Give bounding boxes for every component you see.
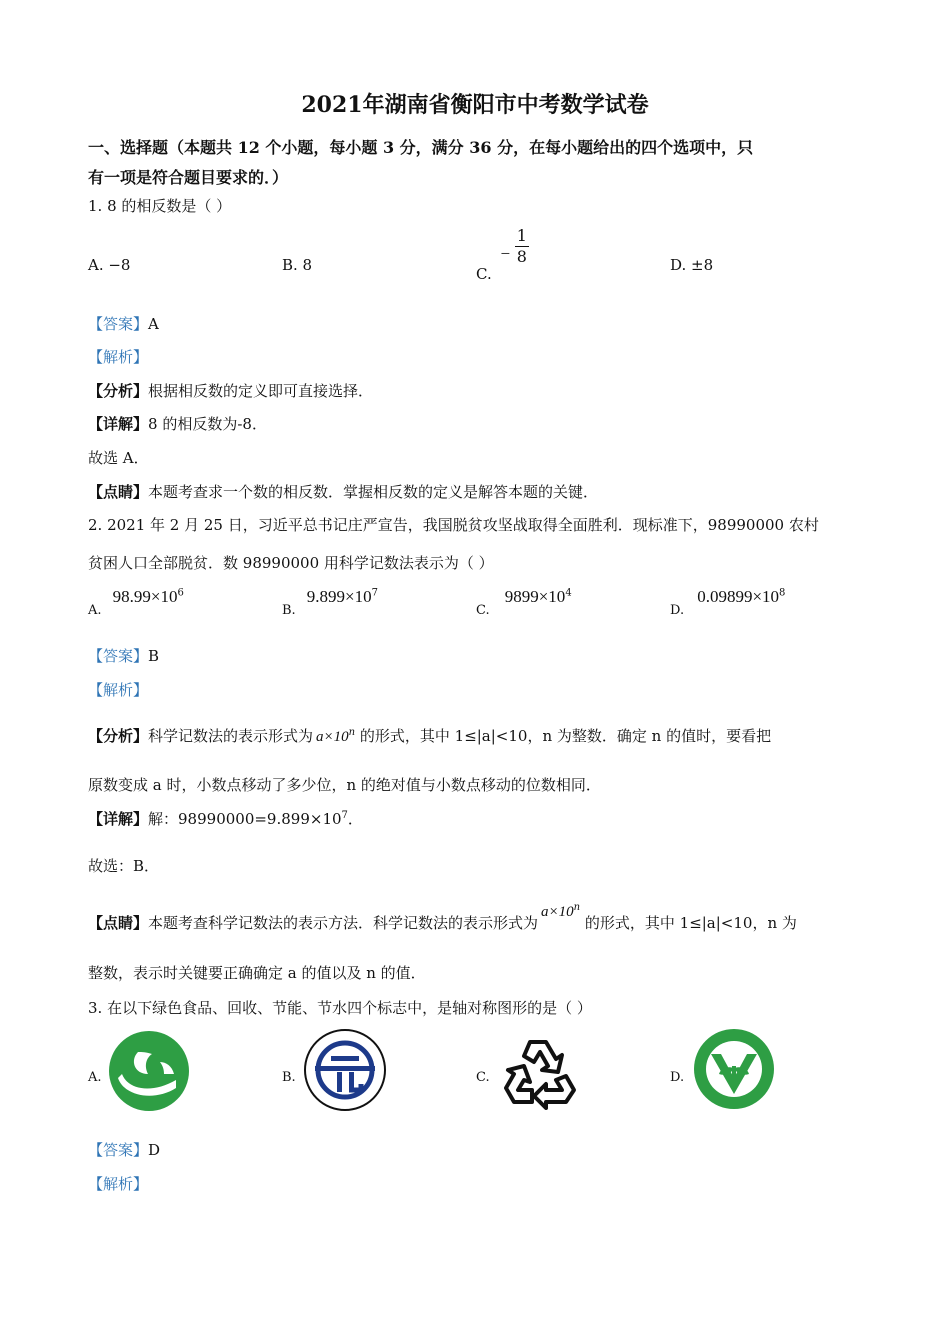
q2-option-b-label: B. xyxy=(282,603,296,618)
q1-option-c-sign: − xyxy=(500,243,511,263)
q2-guxuan: 故选：B． xyxy=(88,857,160,875)
dianjing-text-b: 的形式，其中 1≤|a|<10，n 为 xyxy=(580,914,797,932)
fenxi-text: 根据相反数的定义即可直接选择． xyxy=(148,382,374,400)
q1-dianjing xyxy=(88,481,598,502)
q2-option-b xyxy=(282,587,378,618)
q3-answer xyxy=(88,1139,160,1160)
green-food-logo-icon xyxy=(108,1030,190,1112)
q1-answer xyxy=(88,313,159,334)
section-heading-line-2: 有一项是符合题目要求的．） xyxy=(88,168,289,187)
q2-option-a-base: 98.99×10 xyxy=(112,587,178,606)
fenxi-formula-base: a×10 xyxy=(316,729,349,745)
q2-option-d-label: D. xyxy=(670,603,685,618)
section-heading-line-1: 一、选择题（本题共 12 个小题，每小题 3 分，满分 36 分，在每小题给出的四个选项中，只 xyxy=(88,138,754,157)
dianjing-text-a: 本题考查科学记数法的表示方法．科学记数法的表示形式为 xyxy=(148,914,539,932)
q2-option-a-exp: 6 xyxy=(177,587,184,599)
xiangjie-text: 8 的相反数为-8． xyxy=(148,415,267,433)
q1-option-a: A. −8 xyxy=(88,256,131,274)
fenxi-text-a: 科学记数法的表示形式为 xyxy=(148,727,314,745)
dianjing-text: 本题考查求一个数的相反数．掌握相反数的定义是解答本题的关键． xyxy=(148,483,599,501)
q3-label-d: D. xyxy=(670,1070,685,1085)
question-2-stem-line-2: 贫困人口全部脱贫．数 98990000 用科学记数法表示为（ ） xyxy=(88,554,494,572)
q2-option-a xyxy=(88,587,184,618)
q2-dianjing-line-1 xyxy=(88,902,797,933)
dianjing-tag: 【点睛】 xyxy=(88,914,149,932)
q2-option-d xyxy=(670,587,786,618)
q2-option-c-label: C. xyxy=(476,603,490,618)
q3-analysis-tag: 【解析】 xyxy=(88,1175,149,1193)
energy-saving-logo-icon xyxy=(303,1028,387,1112)
q1-option-b: B. 8 xyxy=(282,256,313,274)
recycle-logo-icon xyxy=(500,1032,580,1110)
fenxi-tag: 【分析】 xyxy=(88,382,149,400)
dianjing-formula-base: a×10 xyxy=(541,904,574,920)
q1-guxuan: 故选 A． xyxy=(88,449,149,467)
q1-option-d: D. ±8 xyxy=(670,256,714,274)
q1-option-c-label: C. xyxy=(476,264,492,283)
q1-analysis-tag: 【解析】 xyxy=(88,348,149,366)
q2-option-b-base: 9.899×10 xyxy=(306,587,372,606)
q1-option-c-fraction xyxy=(515,228,529,265)
q2-xiangjie xyxy=(88,808,363,829)
q2-analysis-tag: 【解析】 xyxy=(88,681,149,699)
xiangjie-exp: 7 xyxy=(341,810,348,821)
answer-value: B xyxy=(148,647,160,665)
q3-label-a: A. xyxy=(88,1070,102,1085)
q1-option-c xyxy=(476,226,529,283)
q2-option-a-label: A. xyxy=(88,603,102,618)
answer-value: A xyxy=(148,315,159,333)
dianjing-tag: 【点睛】 xyxy=(88,483,149,501)
q2-option-c-base: 9899×10 xyxy=(504,587,566,606)
q2-option-d-base: 0.09899×10 xyxy=(697,587,780,606)
xiangjie-text: 解：98990000=9.899×10 xyxy=(148,810,342,828)
fenxi-text-b: 的形式，其中 1≤|a|<10，n 为整数．确定 n 的值时，要看把 xyxy=(355,727,772,745)
fraction-denominator: 8 xyxy=(516,247,527,266)
q2-option-d-exp: 8 xyxy=(779,587,786,599)
xiangjie-tag: 【详解】 xyxy=(88,415,149,433)
answer-tag: 【答案】 xyxy=(88,315,149,333)
xiangjie-tag: 【详解】 xyxy=(88,810,149,828)
fraction-numerator: 1 xyxy=(516,226,527,245)
q2-fenxi-line-1 xyxy=(88,725,771,746)
q3-label-c: C. xyxy=(476,1070,490,1085)
answer-tag: 【答案】 xyxy=(88,647,149,665)
question-1-stem: 1. 8 的相反数是（ ） xyxy=(88,197,232,215)
q2-answer xyxy=(88,645,159,666)
q1-xiangjie xyxy=(88,413,267,434)
q3-label-b: B. xyxy=(282,1070,296,1085)
q2-fenxi-line-2: 原数变成 a 时，小数点移动了多少位，n 的绝对值与小数点移动的位数相同． xyxy=(88,776,601,794)
water-saving-logo-icon xyxy=(693,1028,775,1110)
dianjing-formula-exp: n xyxy=(573,902,581,913)
question-2-stem-line-1: 2. 2021 年 2 月 25 日，习近平总书记庄严宣告，我国脱贫攻坚战取得全面胜利．现标准下，98990000 农村 xyxy=(88,516,819,534)
answer-value: D xyxy=(148,1141,161,1159)
page-title: 2021年湖南省衡阳市中考数学试卷 xyxy=(301,92,649,118)
q1-fenxi xyxy=(88,380,373,401)
fenxi-tag: 【分析】 xyxy=(88,727,149,745)
q2-option-c xyxy=(476,587,572,618)
q2-option-b-exp: 7 xyxy=(371,587,378,599)
question-3-stem: 3. 在以下绿色食品、回收、节能、节水四个标志中，是轴对称图形的是（ ） xyxy=(88,999,592,1017)
fenxi-formula-exp: n xyxy=(348,727,356,738)
xiangjie-end: ． xyxy=(347,810,363,828)
answer-tag: 【答案】 xyxy=(88,1141,149,1159)
q2-option-c-exp: 4 xyxy=(565,587,572,599)
q2-dianjing-line-2: 整数，表示时关键要正确确定 a 的值以及 n 的值． xyxy=(88,964,426,982)
